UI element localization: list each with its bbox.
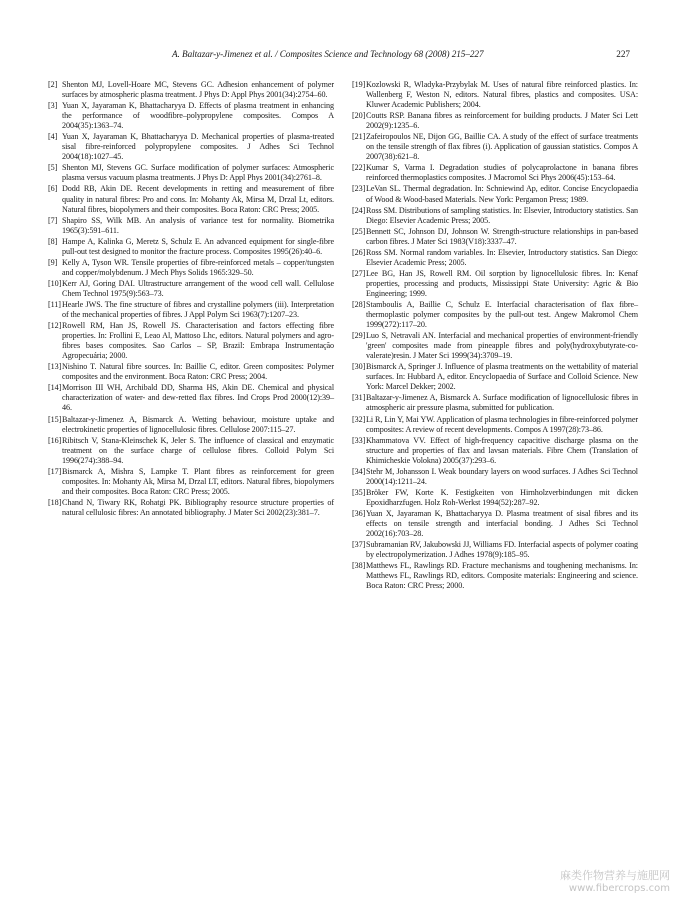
reference-number: [29] <box>352 331 366 341</box>
reference-text: Coutts RSP. Banana fibres as reinforcement for building products. J Mater Sci Lett 2002(9):1235–6. <box>366 111 638 131</box>
reference-text: Stehr M, Johansson I. Weak boundary layers on wood surfaces. J Adhes Sci Technol 2000(14):1211–24. <box>366 466 638 486</box>
reference-entry <box>352 467 638 487</box>
reference-text: Yuan X, Jayaraman K, Bhattacharyya D. Mechanical properties of plasma-treated sisal fibre-reinforced polypropylene composites. J Adhes Sci Technol 2004(18):1027–45. <box>62 132 334 162</box>
reference-entry <box>352 227 638 247</box>
reference-text: Hampe A, Kalinka G, Meretz S, Schulz E. An advanced equipment for single-fibre pull-out test designed to monitor the fracture process. Composites 1995(26):40–6. <box>62 236 334 256</box>
reference-entry <box>48 321 334 361</box>
reference-text: Baltazar-y-Jimenez A, Bismarck A. Wetting behaviour, moisture uptake and electrokinetic properties of lignocellulosic fibres. Cellulose 2007:115–27. <box>62 414 334 434</box>
reference-text: Luo S, Netravali AN. Interfacial and mechanical properties of environment-friendly 'green' composites made from pineapple fibres and poly(hydroxybutyrate-co-valerate)resin. J Mater Sci 1999(34):3709–19. <box>366 331 638 361</box>
reference-entry <box>48 184 334 214</box>
reference-text: Ross SM. Normal random variables. In: Elsevier, Introductory statistics. San Diego: Elsevier Academic Press; 2005. <box>366 247 638 267</box>
reference-entry <box>48 467 334 497</box>
reference-number: [9] <box>48 257 58 267</box>
reference-number: [17] <box>48 466 62 476</box>
reference-entry <box>48 258 334 278</box>
reference-text: Kerr AJ, Goring DAI. Ultrastructure arrangement of the wood cell wall. Cellulose Chem Technol 1975(9):563–73. <box>62 278 334 298</box>
page-number: 227 <box>616 49 630 59</box>
reference-text: Chand N, Tiwary RK, Rohatgi PK. Bibliography resource structure properties of natural cellulosic fibres: An annotated bibliography. J Mater Sci 2002(23):381–7. <box>62 497 334 517</box>
reference-text: Ribitsch V, Stana-Kleinschek K, Jeler S. The influence of classical and enzymatic treatment on the surface charge of cellulose fibres. Colloid Polym Sci 1996(274):388–94. <box>62 435 334 465</box>
reference-text: Kozlowski R, Wladyka-Przybylak M. Uses of natural fibre reinforced plastics. In: Wallenberg F, Weston N, editors. Natural fibres, plastics and composites. USA: Kluwer Academic Publishers; 2004. <box>366 80 638 110</box>
running-header <box>0 49 678 63</box>
reference-entry <box>352 436 638 466</box>
reference-entry <box>352 488 638 508</box>
reference-entry <box>48 362 334 382</box>
reference-number: [18] <box>48 497 62 507</box>
reference-number: [24] <box>352 205 366 215</box>
reference-number: [8] <box>48 236 58 246</box>
reference-text: Bennett SC, Johnson DJ, Johnson W. Strength-structure relationships in pan-based carbon fibres. J Mater Sci 1983(V18):3337–47. <box>366 226 638 246</box>
reference-entry <box>48 436 334 466</box>
reference-number: [5] <box>48 163 58 173</box>
reference-text: Subramanian RV, Jakubowski JJ, Williams FD. Interfacial aspects of polymer coating by electropolymerization. J Adhes 1978(9):185–95. <box>366 540 638 560</box>
reference-number: [30] <box>352 362 366 372</box>
reference-number: [26] <box>352 247 366 257</box>
reference-text: Shapiro SS, Wilk MB. An analysis of variance test for normality. Biometrika 1965(3):591–611. <box>62 215 334 235</box>
reference-text: Matthews FL, Rawlings RD. Fracture mechanisms and toughening mechanisms. In: Matthews FL, Rawlings RD, editors. Composite materials: Engineering and science. Boca Raton: CRC Press; 2000. <box>366 561 638 591</box>
reference-entry <box>352 184 638 204</box>
references-right-column <box>352 80 638 592</box>
reference-number: [2] <box>48 80 58 89</box>
watermark-url: www.fibercrops.com <box>568 883 670 894</box>
reference-text: Hearle JWS. The fine structure of fibres and crystalline polymers (iii). Interpretation of the mechanical properties of fibres. J Appl Polym Sci 1963(7):1207–23. <box>62 299 334 320</box>
reference-text: Bröker FW, Korte K. Festigkeiten von Hirnholzverbindungen mit dicken Epoxidharzfugen. Holz Roh-Werkst 1994(52):287–92. <box>366 487 638 507</box>
watermark-text: 麻类作物营养与施肥网 <box>560 869 670 882</box>
reference-entry <box>352 393 638 413</box>
reference-entry <box>48 132 334 162</box>
reference-entry <box>352 331 638 361</box>
reference-number: [35] <box>352 487 366 497</box>
reference-number: [12] <box>48 321 62 331</box>
reference-number: [10] <box>48 278 62 288</box>
reference-entry <box>48 163 334 183</box>
reference-number: [7] <box>48 215 58 225</box>
reference-text: Bismarck A, Springer J. Influence of plasma treatments on the wettability of material surfaces. In: Hubbard A, editor. Encyclopaedia of Surface and Colloid Science. New York: Marcel Dekker; 2002. <box>366 362 638 392</box>
reference-entry <box>352 206 638 226</box>
reference-entry <box>352 300 638 330</box>
reference-text: Shenton MJ, Lovell-Hoare MC, Stevens GC. Adhesion enhancement of polymer surfaces by atmospheric plasma treatment. J Phys D: Appl Phys 2001(34):2754–60. <box>62 80 334 100</box>
reference-entry <box>352 111 638 131</box>
reference-text: Khammatova VV. Effect of high-frequency capacitive discharge plasma on the structure and properties of flax and lavsan materials. Fibre Chem (Translation of Khimicheskie Volokna) 2005(37):293–6. <box>366 435 638 465</box>
reference-text: Bismarck A, Mishra S, Lampke T. Plant fibres as reinforcement for green composites. In: Mohanty Ak, Mirsa M, Drzal LT, editors. Natural fibres, biopolymers and their composites. Boca Raton: CRC Press; 2005. <box>62 466 334 496</box>
reference-entry <box>352 362 638 392</box>
reference-number: [25] <box>352 226 366 236</box>
reference-entry <box>48 101 334 131</box>
reference-text: Yuan X, Jayaraman K, Bhattacharyya D. Plasma treatment of sisal fibres and its effects on tensile strength and interfacial bonding. J Adhes Sci Technol 2002(16):703–28. <box>366 508 638 539</box>
reference-number: [22] <box>352 163 366 173</box>
reference-number: [19] <box>352 80 366 89</box>
reference-number: [36] <box>352 508 366 518</box>
reference-entry <box>352 132 638 162</box>
reference-text: Baltazar-y-Jimenez A, Bismarck A. Surface modification of lignocellulosic fibres in atmospheric air pressure plasma, submitted for publication. <box>366 393 638 413</box>
reference-number: [20] <box>352 111 366 121</box>
reference-entry <box>48 80 334 100</box>
reference-text: LeVan SL. Thermal degradation. In: Schniewind Ap, editor. Concise Encyclopaedia of Wood & Wood-based Materials. New York: Pergamon Press; 1989. <box>366 184 638 204</box>
reference-text: Li R, Lin Y, Mai YW. Application of plasma technologies in fibre-reinforced polymer composites: A review of recent developments. Compos A 1997(28):73–86. <box>366 414 638 434</box>
reference-entry <box>48 216 334 236</box>
reference-text: Kelly A, Tyson WR. Tensile properties of fibre-reinforced metals – copper/tungsten and copper/molybdenum. J Mech Phys Solids 1965:329–50. <box>62 257 334 277</box>
reference-text: Yuan X, Jayaraman K, Bhattacharyya D. Effects of plasma treatment in enhancing the performance of woodfibre–polypropylene composites. Compos A 2004(35):1363–74. <box>62 101 334 131</box>
reference-entry <box>352 163 638 183</box>
reference-number: [21] <box>352 132 366 142</box>
reference-text: Morrison III WH, Archibald DD, Sharma HS, Akin DE. Chemical and physical characterization of water- and dew-retted flax fibres. Ind Crops Prod 2000(12):39–46. <box>62 383 334 413</box>
journal-running-head: A. Baltazar-y-Jimenez et al. / Composites Science and Technology 68 (2008) 215–227 <box>172 49 484 59</box>
reference-number: [14] <box>48 383 62 393</box>
reference-number: [38] <box>352 561 366 571</box>
reference-entry <box>352 269 638 299</box>
reference-number: [3] <box>48 101 58 111</box>
reference-number: [11] <box>48 299 61 309</box>
reference-text: Dodd RB, Akin DE. Recent developments in retting and measurement of fibre quality in natural fibres: Pro and cons. In: Mohanty Ak, Mirsa M, Drzal Lt, editors. Natural fibres, biopolymers and their composites. Boca Raton: CRC Press; 2005. <box>62 184 334 214</box>
reference-number: [32] <box>352 414 366 424</box>
reference-text: Ross SM. Distributions of sampling statistics. In: Elsevier, Introductory statistics. San Diego: Elsevier Academic Press; 2005. <box>366 205 638 225</box>
reference-entry <box>48 279 334 299</box>
reference-number: [33] <box>352 435 366 445</box>
reference-text: Stamboulis A, Baillie C, Schulz E. Interfacial characterisation of flax fibre–thermoplastic polymer composites by the pull-out test. Angew Makromol Chem 1999(272):117–20. <box>366 299 638 330</box>
reference-number: [6] <box>48 184 58 194</box>
reference-entry <box>48 498 334 518</box>
reference-number: [16] <box>48 435 62 445</box>
reference-entry <box>48 300 334 320</box>
reference-number: [34] <box>352 466 366 476</box>
references-left-column <box>48 80 334 519</box>
reference-entry <box>48 383 334 413</box>
reference-text: Zafeiropoulos NE, Dijon GG, Baillie CA. A study of the effect of surface treatments on the tensile strength of flax fibres (i). Application of gaussian statistics. Compos A 2007(38):621–8. <box>366 132 638 162</box>
reference-text: Kumar S, Varma I. Degradation studies of polycaprolactone in banana fibres reinforced thermoplastics composites. J Macromol Sci Phys 2006(45):153–64. <box>366 163 638 183</box>
reference-entry <box>352 248 638 268</box>
reference-entry <box>352 540 638 560</box>
reference-number: [15] <box>48 414 62 424</box>
reference-entry <box>352 561 638 591</box>
reference-number: [4] <box>48 132 58 142</box>
reference-entry <box>352 80 638 110</box>
reference-text: Rowell RM, Han JS, Rowell JS. Characterisation and factors effecting fibre properties. In: Frollini E, Leao Al, Mattoso Lhc, editors. Natural polymers and agro-fibres bases composites. Sao Carlos – SP, Brazil: Embrapa Instrumentação Agropecuária; 2000. <box>62 321 334 361</box>
reference-entry <box>352 509 638 539</box>
reference-text: Lee BG, Han JS, Rowell RM. Oil sorption by lignocellulosic fibres. In: Kenaf properties, processing and products, Mississippi State University: Agric & Bio Engineering; 1999. <box>366 268 638 298</box>
reference-entry <box>48 237 334 257</box>
reference-entry <box>352 415 638 435</box>
site-watermark <box>560 869 670 895</box>
reference-number: [28] <box>352 299 366 309</box>
reference-number: [13] <box>48 362 62 372</box>
reference-number: [23] <box>352 184 366 194</box>
reference-entry <box>48 415 334 435</box>
reference-number: [31] <box>352 393 366 403</box>
reference-number: [37] <box>352 540 366 550</box>
reference-number: [27] <box>352 268 366 278</box>
reference-text: Nishino T. Natural fibre sources. In: Baillie C, editor. Green composites: Polymer composites and the environment. Boca Raton: CRC Press; 2004. <box>62 362 334 382</box>
reference-text: Shenton MJ, Stevens GC. Surface modification of polymer surfaces: Atmospheric plasma versus vacuum plasma treatments. J Phys D: Appl Phys 2001(34):2761–8. <box>62 163 334 183</box>
